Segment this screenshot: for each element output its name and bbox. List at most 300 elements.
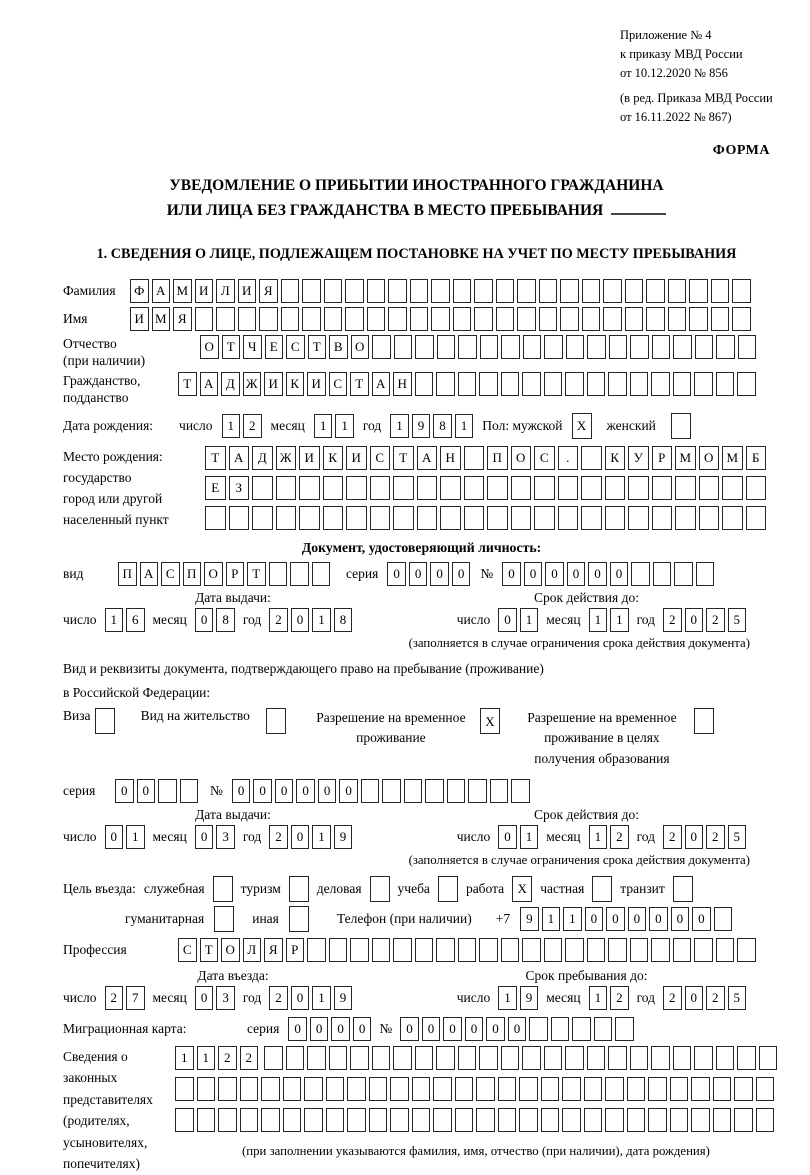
char-cell[interactable] <box>433 1077 452 1101</box>
char-cell[interactable] <box>566 335 585 359</box>
char-cell[interactable]: 1 <box>589 986 608 1010</box>
char-cell[interactable] <box>437 335 456 359</box>
char-cell[interactable] <box>652 506 673 530</box>
char-cell[interactable]: 0 <box>275 779 294 803</box>
doc-kind-cells[interactable] <box>118 562 330 586</box>
char-cell[interactable]: 0 <box>409 562 428 586</box>
char-cell[interactable] <box>713 1077 732 1101</box>
char-cell[interactable] <box>369 1077 388 1101</box>
char-cell[interactable]: 5 <box>728 986 747 1010</box>
char-cell[interactable]: И <box>130 307 149 331</box>
char-cell[interactable]: 0 <box>671 907 690 931</box>
doc-issue-day-cells[interactable] <box>105 608 145 632</box>
char-cell[interactable]: 0 <box>685 825 704 849</box>
sex-female-checkbox[interactable] <box>671 413 691 439</box>
char-cell[interactable] <box>560 307 579 331</box>
char-cell[interactable]: Т <box>178 372 197 396</box>
char-cell[interactable] <box>511 476 532 500</box>
char-cell[interactable] <box>673 335 692 359</box>
char-cell[interactable] <box>259 307 278 331</box>
char-cell[interactable]: 2 <box>610 986 629 1010</box>
char-cell[interactable] <box>738 335 757 359</box>
char-cell[interactable]: 2 <box>269 825 288 849</box>
char-cell[interactable] <box>609 335 628 359</box>
char-cell[interactable]: М <box>173 279 192 303</box>
char-cell[interactable] <box>281 279 300 303</box>
char-cell[interactable] <box>464 476 485 500</box>
char-cell[interactable]: 0 <box>291 986 310 1010</box>
birth-month-cells[interactable] <box>314 414 354 438</box>
char-cell[interactable] <box>440 506 461 530</box>
char-cell[interactable] <box>534 476 555 500</box>
char-cell[interactable]: Т <box>393 446 414 470</box>
char-cell[interactable] <box>668 279 687 303</box>
char-cell[interactable]: 0 <box>498 825 517 849</box>
char-cell[interactable] <box>759 1046 778 1070</box>
char-cell[interactable] <box>370 876 390 902</box>
char-cell[interactable] <box>404 779 423 803</box>
char-cell[interactable]: 1 <box>520 825 539 849</box>
char-cell[interactable] <box>565 938 584 962</box>
permit-series-cells[interactable] <box>115 779 198 803</box>
char-cell[interactable]: У <box>628 446 649 470</box>
char-cell[interactable]: 0 <box>232 779 251 803</box>
char-cell[interactable]: 0 <box>339 779 358 803</box>
char-cell[interactable] <box>455 1077 474 1101</box>
char-cell[interactable] <box>587 1046 606 1070</box>
char-cell[interactable] <box>175 1108 194 1132</box>
char-cell[interactable] <box>615 1017 634 1041</box>
char-cell[interactable]: 1 <box>542 907 561 931</box>
char-cell[interactable]: А <box>229 446 250 470</box>
char-cell[interactable] <box>252 476 273 500</box>
char-cell[interactable]: И <box>346 446 367 470</box>
char-cell[interactable] <box>447 779 466 803</box>
char-cell[interactable]: 0 <box>353 1017 372 1041</box>
phone-cells[interactable] <box>520 907 732 931</box>
profession-cells[interactable] <box>178 938 756 962</box>
char-cell[interactable]: 1 <box>589 825 608 849</box>
char-cell[interactable]: Р <box>286 938 305 962</box>
char-cell[interactable] <box>479 372 498 396</box>
doc-valid-day-cells[interactable] <box>498 608 538 632</box>
char-cell[interactable] <box>694 708 714 734</box>
char-cell[interactable]: 0 <box>585 907 604 931</box>
char-cell[interactable] <box>214 906 234 932</box>
char-cell[interactable]: Я <box>264 938 283 962</box>
char-cell[interactable] <box>382 779 401 803</box>
char-cell[interactable] <box>558 506 579 530</box>
permit-valid-day-cells[interactable] <box>498 825 538 849</box>
char-cell[interactable] <box>276 476 297 500</box>
char-cell[interactable] <box>393 938 412 962</box>
char-cell[interactable]: 6 <box>126 608 145 632</box>
stay-day-cells[interactable] <box>498 986 538 1010</box>
char-cell[interactable] <box>674 562 693 586</box>
char-cell[interactable] <box>229 506 250 530</box>
char-cell[interactable] <box>716 1046 735 1070</box>
char-cell[interactable]: 8 <box>334 608 353 632</box>
char-cell[interactable] <box>390 1108 409 1132</box>
char-cell[interactable] <box>501 1046 520 1070</box>
char-cell[interactable] <box>347 1108 366 1132</box>
char-cell[interactable] <box>175 1077 194 1101</box>
char-cell[interactable] <box>675 506 696 530</box>
permit-issue-year-cells[interactable] <box>269 825 352 849</box>
char-cell[interactable]: Е <box>205 476 226 500</box>
char-cell[interactable]: 8 <box>433 414 452 438</box>
char-cell[interactable] <box>737 372 756 396</box>
char-cell[interactable] <box>388 279 407 303</box>
char-cell[interactable] <box>410 279 429 303</box>
char-cell[interactable] <box>281 307 300 331</box>
char-cell[interactable] <box>651 1046 670 1070</box>
char-cell[interactable]: 0 <box>443 1017 462 1041</box>
doc-issue-month-cells[interactable] <box>195 608 235 632</box>
char-cell[interactable] <box>694 372 713 396</box>
char-cell[interactable]: Р <box>652 446 673 470</box>
char-cell[interactable] <box>370 476 391 500</box>
char-cell[interactable] <box>496 307 515 331</box>
char-cell[interactable] <box>608 938 627 962</box>
char-cell[interactable]: 2 <box>269 986 288 1010</box>
char-cell[interactable] <box>324 279 343 303</box>
char-cell[interactable] <box>625 279 644 303</box>
char-cell[interactable]: О <box>200 335 219 359</box>
char-cell[interactable] <box>307 1046 326 1070</box>
char-cell[interactable]: И <box>264 372 283 396</box>
char-cell[interactable]: 5 <box>728 608 747 632</box>
char-cell[interactable] <box>584 1108 603 1132</box>
char-cell[interactable]: В <box>329 335 348 359</box>
char-cell[interactable] <box>565 1046 584 1070</box>
char-cell[interactable] <box>415 372 434 396</box>
char-cell[interactable] <box>216 307 235 331</box>
char-cell[interactable]: 0 <box>692 907 711 931</box>
char-cell[interactable]: Ф <box>130 279 149 303</box>
char-cell[interactable] <box>289 906 309 932</box>
surname-cells[interactable] <box>130 279 751 303</box>
char-cell[interactable] <box>646 279 665 303</box>
char-cell[interactable] <box>691 1108 710 1132</box>
char-cell[interactable]: И <box>238 279 257 303</box>
char-cell[interactable] <box>369 1108 388 1132</box>
char-cell[interactable] <box>299 476 320 500</box>
permit-issue-month-cells[interactable] <box>195 825 235 849</box>
char-cell[interactable] <box>673 876 693 902</box>
char-cell[interactable]: 0 <box>452 562 471 586</box>
permit-valid-month-cells[interactable] <box>589 825 629 849</box>
char-cell[interactable]: 0 <box>610 562 629 586</box>
char-cell[interactable] <box>501 335 520 359</box>
char-cell[interactable] <box>746 476 767 500</box>
char-cell[interactable]: 1 <box>314 414 333 438</box>
char-cell[interactable]: 0 <box>524 562 543 586</box>
char-cell[interactable]: 1 <box>520 608 539 632</box>
char-cell[interactable] <box>628 506 649 530</box>
char-cell[interactable]: 1 <box>589 608 608 632</box>
char-cell[interactable]: 0 <box>310 1017 329 1041</box>
char-cell[interactable] <box>603 307 622 331</box>
purpose-study-checkbox[interactable] <box>438 876 458 902</box>
char-cell[interactable]: 9 <box>520 907 539 931</box>
char-cell[interactable] <box>304 1077 323 1101</box>
stay-month-cells[interactable] <box>589 986 629 1010</box>
char-cell[interactable]: 1 <box>335 414 354 438</box>
char-cell[interactable] <box>592 876 612 902</box>
char-cell[interactable]: 1 <box>175 1046 194 1070</box>
char-cell[interactable] <box>651 938 670 962</box>
char-cell[interactable] <box>529 1017 548 1041</box>
char-cell[interactable] <box>393 506 414 530</box>
char-cell[interactable] <box>367 307 386 331</box>
char-cell[interactable]: 0 <box>567 562 586 586</box>
char-cell[interactable] <box>326 1077 345 1101</box>
doc-series-cells[interactable] <box>387 562 470 586</box>
char-cell[interactable]: 9 <box>334 986 353 1010</box>
residence-permit-checkbox[interactable] <box>266 708 286 734</box>
char-cell[interactable] <box>671 413 691 439</box>
char-cell[interactable] <box>523 335 542 359</box>
char-cell[interactable]: Д <box>252 446 273 470</box>
char-cell[interactable]: А <box>140 562 159 586</box>
char-cell[interactable] <box>410 307 429 331</box>
char-cell[interactable]: А <box>372 372 391 396</box>
char-cell[interactable] <box>240 1108 259 1132</box>
char-cell[interactable] <box>218 1108 237 1132</box>
char-cell[interactable]: О <box>699 446 720 470</box>
char-cell[interactable] <box>668 307 687 331</box>
char-cell[interactable]: Ж <box>243 372 262 396</box>
char-cell[interactable]: 0 <box>195 986 214 1010</box>
char-cell[interactable]: А <box>417 446 438 470</box>
char-cell[interactable] <box>433 1108 452 1132</box>
char-cell[interactable] <box>584 1077 603 1101</box>
char-cell[interactable] <box>670 1077 689 1101</box>
char-cell[interactable]: С <box>178 938 197 962</box>
char-cell[interactable] <box>436 1046 455 1070</box>
char-cell[interactable] <box>722 506 743 530</box>
char-cell[interactable] <box>412 1077 431 1101</box>
migcard-number-cells[interactable] <box>400 1017 634 1041</box>
char-cell[interactable] <box>266 708 286 734</box>
char-cell[interactable] <box>711 307 730 331</box>
char-cell[interactable]: О <box>511 446 532 470</box>
legal-row1b-cells[interactable] <box>264 1046 777 1070</box>
char-cell[interactable]: 0 <box>195 825 214 849</box>
char-cell[interactable] <box>487 476 508 500</box>
char-cell[interactable]: Т <box>247 562 266 586</box>
char-cell[interactable]: О <box>351 335 370 359</box>
char-cell[interactable]: Д <box>221 372 240 396</box>
char-cell[interactable] <box>218 1077 237 1101</box>
char-cell[interactable] <box>694 938 713 962</box>
char-cell[interactable]: И <box>307 372 326 396</box>
char-cell[interactable]: 0 <box>288 1017 307 1041</box>
char-cell[interactable] <box>474 307 493 331</box>
char-cell[interactable] <box>630 938 649 962</box>
char-cell[interactable]: Т <box>222 335 241 359</box>
char-cell[interactable] <box>653 562 672 586</box>
char-cell[interactable] <box>307 938 326 962</box>
char-cell[interactable] <box>628 476 649 500</box>
char-cell[interactable]: 0 <box>508 1017 527 1041</box>
char-cell[interactable]: Я <box>173 307 192 331</box>
char-cell[interactable] <box>490 779 509 803</box>
char-cell[interactable] <box>350 1046 369 1070</box>
char-cell[interactable] <box>464 506 485 530</box>
char-cell[interactable]: 2 <box>240 1046 259 1070</box>
char-cell[interactable] <box>694 1046 713 1070</box>
char-cell[interactable]: С <box>370 446 391 470</box>
char-cell[interactable] <box>544 372 563 396</box>
char-cell[interactable] <box>511 506 532 530</box>
sex-male-checkbox[interactable] <box>572 413 592 439</box>
char-cell[interactable]: 2 <box>663 608 682 632</box>
char-cell[interactable] <box>252 506 273 530</box>
char-cell[interactable] <box>415 1046 434 1070</box>
char-cell[interactable] <box>276 506 297 530</box>
char-cell[interactable] <box>479 1046 498 1070</box>
char-cell[interactable] <box>673 938 692 962</box>
char-cell[interactable] <box>652 476 673 500</box>
char-cell[interactable] <box>594 1017 613 1041</box>
char-cell[interactable] <box>605 476 626 500</box>
char-cell[interactable] <box>517 307 536 331</box>
char-cell[interactable] <box>388 307 407 331</box>
char-cell[interactable] <box>205 506 226 530</box>
char-cell[interactable] <box>722 476 743 500</box>
char-cell[interactable]: 1 <box>610 608 629 632</box>
char-cell[interactable]: X <box>572 413 592 439</box>
char-cell[interactable]: X <box>480 708 500 734</box>
citizenship-cells[interactable] <box>178 372 756 396</box>
char-cell[interactable] <box>631 562 650 586</box>
purpose-humanitarian-checkbox[interactable] <box>214 906 234 932</box>
char-cell[interactable] <box>572 1017 591 1041</box>
char-cell[interactable] <box>417 506 438 530</box>
char-cell[interactable] <box>329 1046 348 1070</box>
char-cell[interactable] <box>756 1108 775 1132</box>
char-cell[interactable] <box>476 1108 495 1132</box>
char-cell[interactable]: 0 <box>105 825 124 849</box>
char-cell[interactable] <box>372 938 391 962</box>
char-cell[interactable] <box>453 279 472 303</box>
char-cell[interactable] <box>329 938 348 962</box>
char-cell[interactable] <box>652 335 671 359</box>
char-cell[interactable] <box>646 307 665 331</box>
char-cell[interactable] <box>732 307 751 331</box>
purpose-work-checkbox[interactable] <box>512 876 532 902</box>
char-cell[interactable]: X <box>512 876 532 902</box>
char-cell[interactable] <box>716 335 735 359</box>
char-cell[interactable] <box>670 1108 689 1132</box>
char-cell[interactable] <box>261 1077 280 1101</box>
char-cell[interactable]: 0 <box>588 562 607 586</box>
char-cell[interactable] <box>582 279 601 303</box>
char-cell[interactable] <box>180 779 199 803</box>
birth-year-cells[interactable] <box>390 414 473 438</box>
char-cell[interactable] <box>522 938 541 962</box>
char-cell[interactable] <box>558 476 579 500</box>
char-cell[interactable] <box>455 1108 474 1132</box>
char-cell[interactable]: 0 <box>296 779 315 803</box>
char-cell[interactable]: 0 <box>422 1017 441 1041</box>
char-cell[interactable] <box>372 1046 391 1070</box>
char-cell[interactable] <box>699 506 720 530</box>
char-cell[interactable]: Я <box>259 279 278 303</box>
char-cell[interactable] <box>390 1077 409 1101</box>
char-cell[interactable]: 1 <box>390 414 409 438</box>
char-cell[interactable]: Ж <box>276 446 297 470</box>
char-cell[interactable] <box>299 506 320 530</box>
char-cell[interactable]: 1 <box>312 825 331 849</box>
char-cell[interactable] <box>539 307 558 331</box>
char-cell[interactable]: . <box>558 446 579 470</box>
char-cell[interactable]: 0 <box>486 1017 505 1041</box>
char-cell[interactable] <box>689 279 708 303</box>
char-cell[interactable]: 0 <box>318 779 337 803</box>
char-cell[interactable]: Е <box>265 335 284 359</box>
char-cell[interactable] <box>312 562 331 586</box>
char-cell[interactable]: С <box>329 372 348 396</box>
char-cell[interactable]: 2 <box>269 608 288 632</box>
char-cell[interactable]: Т <box>350 372 369 396</box>
temp-residence-checkbox[interactable] <box>480 708 500 734</box>
char-cell[interactable]: М <box>675 446 696 470</box>
char-cell[interactable] <box>393 476 414 500</box>
char-cell[interactable]: К <box>286 372 305 396</box>
char-cell[interactable] <box>324 307 343 331</box>
entry-year-cells[interactable] <box>269 986 352 1010</box>
char-cell[interactable]: 2 <box>706 825 725 849</box>
char-cell[interactable]: 1 <box>312 608 331 632</box>
char-cell[interactable] <box>673 372 692 396</box>
char-cell[interactable]: 1 <box>105 608 124 632</box>
char-cell[interactable] <box>732 279 751 303</box>
char-cell[interactable] <box>431 307 450 331</box>
char-cell[interactable] <box>501 372 520 396</box>
char-cell[interactable] <box>551 1017 570 1041</box>
purpose-official-checkbox[interactable] <box>213 876 233 902</box>
entry-month-cells[interactable] <box>195 986 235 1010</box>
char-cell[interactable] <box>197 1077 216 1101</box>
char-cell[interactable] <box>603 279 622 303</box>
char-cell[interactable]: 0 <box>606 907 625 931</box>
char-cell[interactable] <box>496 279 515 303</box>
char-cell[interactable]: 3 <box>216 825 235 849</box>
birthplace-row1-cells[interactable] <box>205 446 766 470</box>
char-cell[interactable]: С <box>534 446 555 470</box>
char-cell[interactable] <box>648 1077 667 1101</box>
char-cell[interactable]: 0 <box>498 608 517 632</box>
char-cell[interactable] <box>361 779 380 803</box>
char-cell[interactable]: 8 <box>216 608 235 632</box>
char-cell[interactable]: 1 <box>126 825 145 849</box>
char-cell[interactable]: 2 <box>243 414 262 438</box>
char-cell[interactable] <box>458 335 477 359</box>
char-cell[interactable] <box>326 1108 345 1132</box>
char-cell[interactable] <box>534 506 555 530</box>
char-cell[interactable] <box>415 938 434 962</box>
char-cell[interactable]: Л <box>243 938 262 962</box>
char-cell[interactable]: О <box>204 562 223 586</box>
char-cell[interactable] <box>350 938 369 962</box>
char-cell[interactable] <box>587 372 606 396</box>
char-cell[interactable] <box>581 476 602 500</box>
char-cell[interactable]: 0 <box>649 907 668 931</box>
doc-number-cells[interactable] <box>502 562 714 586</box>
